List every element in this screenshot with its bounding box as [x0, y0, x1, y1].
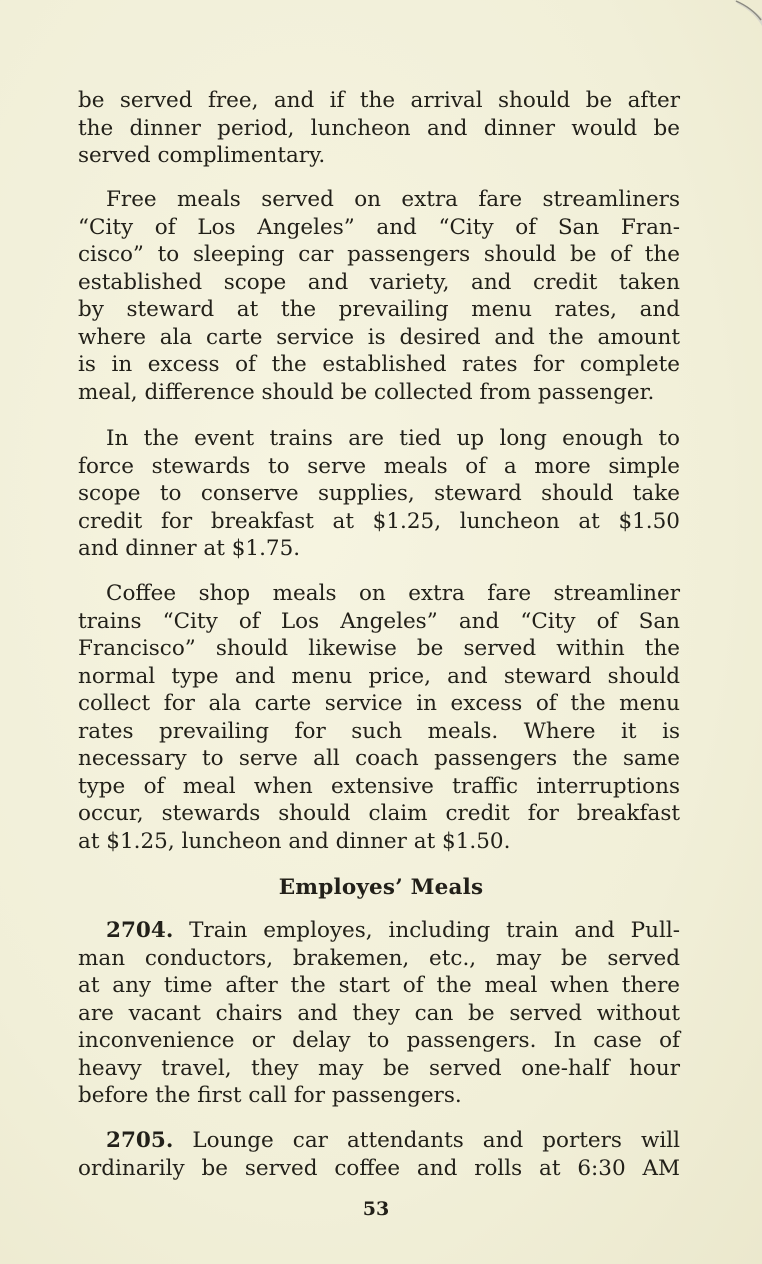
section-heading: Employes’ Meals [278, 875, 484, 900]
text-line: by steward at the prevailing menu rates, and [78, 297, 680, 322]
text-line: meal, difference should be collected from passenger. [78, 379, 655, 405]
text-line: and dinner at $1.75. [78, 536, 301, 561]
text-line: Free meals served on extra fare streamliners [106, 187, 680, 212]
text-line: before the first call for passengers. [78, 1083, 462, 1108]
text-line: the dinner period, luncheon and dinner would be [78, 115, 680, 141]
text-line: established scope and variety, and credit taken [78, 269, 680, 295]
paragraph-trains-tied-up [78, 425, 680, 563]
text-line: credit for breakfast at $1.25, luncheon at $1.50 [78, 508, 680, 534]
text-line: inconvenience or delay to passengers. In case of [78, 1028, 680, 1053]
text-line: at $1.25, luncheon and dinner at $1.50. [78, 828, 511, 854]
text-line: Coffee shop meals on extra fare streamliner [106, 581, 680, 606]
text-line: rates prevailing for such meals. Where it is [78, 718, 680, 744]
text-line: are vacant chairs and they can be served without [78, 1000, 680, 1026]
text-span: Train employes, including train and Pull- [173, 918, 680, 943]
text-line: occur, stewards should claim credit for breakfast [78, 801, 680, 826]
text-line [78, 1127, 680, 1155]
text-line: Francisco” should likewise be served within the [78, 636, 680, 661]
text-line: scope to conserve supplies, steward should take [78, 481, 680, 506]
text-line: normal type and menu price, and steward should [78, 663, 680, 689]
text-line: trains “City of Los Angeles” and “City of San [78, 608, 680, 634]
text-line: served complimentary. [78, 143, 326, 168]
text-line: force stewards to serve meals of a more simple [78, 453, 680, 479]
text-line: at any time after the start of the meal when there [78, 973, 680, 998]
rule-2705 [78, 1127, 680, 1182]
text-line: In the event trains are tied up long enough to [106, 426, 680, 451]
page-number: 53 [362, 1198, 390, 1220]
rule-2704 [78, 917, 680, 1110]
paragraph-coffee-shop [78, 580, 680, 855]
text-line: is in excess of the established rates for complete [78, 352, 680, 377]
rule-number: 2705. [106, 1128, 174, 1153]
paragraph-continuation [78, 87, 680, 170]
text-line: be served free, and if the arrival should be after [78, 88, 680, 113]
text-span: Lounge car attendants and porters will [173, 1128, 680, 1153]
text-line: necessary to serve all coach passengers the same [78, 746, 680, 771]
text-line: “City of Los Angeles” and “City of San Fran- [78, 214, 680, 240]
text-line: where ala carte service is desired and the amount [78, 324, 680, 350]
paragraph-free-meals [78, 186, 680, 406]
rule-number: 2704. [106, 918, 174, 943]
text-line: cisco” to sleeping car passengers should be of the [78, 242, 680, 267]
text-line [78, 917, 680, 945]
text-line: man conductors, brakemen, etc., may be served [78, 945, 680, 971]
text-line: collect for ala carte service in excess of the menu [78, 691, 680, 716]
page-corner-curl [728, 0, 762, 26]
text-line: type of meal when extensive traffic interruptions [78, 773, 680, 799]
text-line: ordinarily be served coffee and rolls at 6:30 AM [78, 1155, 680, 1181]
text-line: heavy travel, they may be served one-half hour [78, 1055, 680, 1081]
